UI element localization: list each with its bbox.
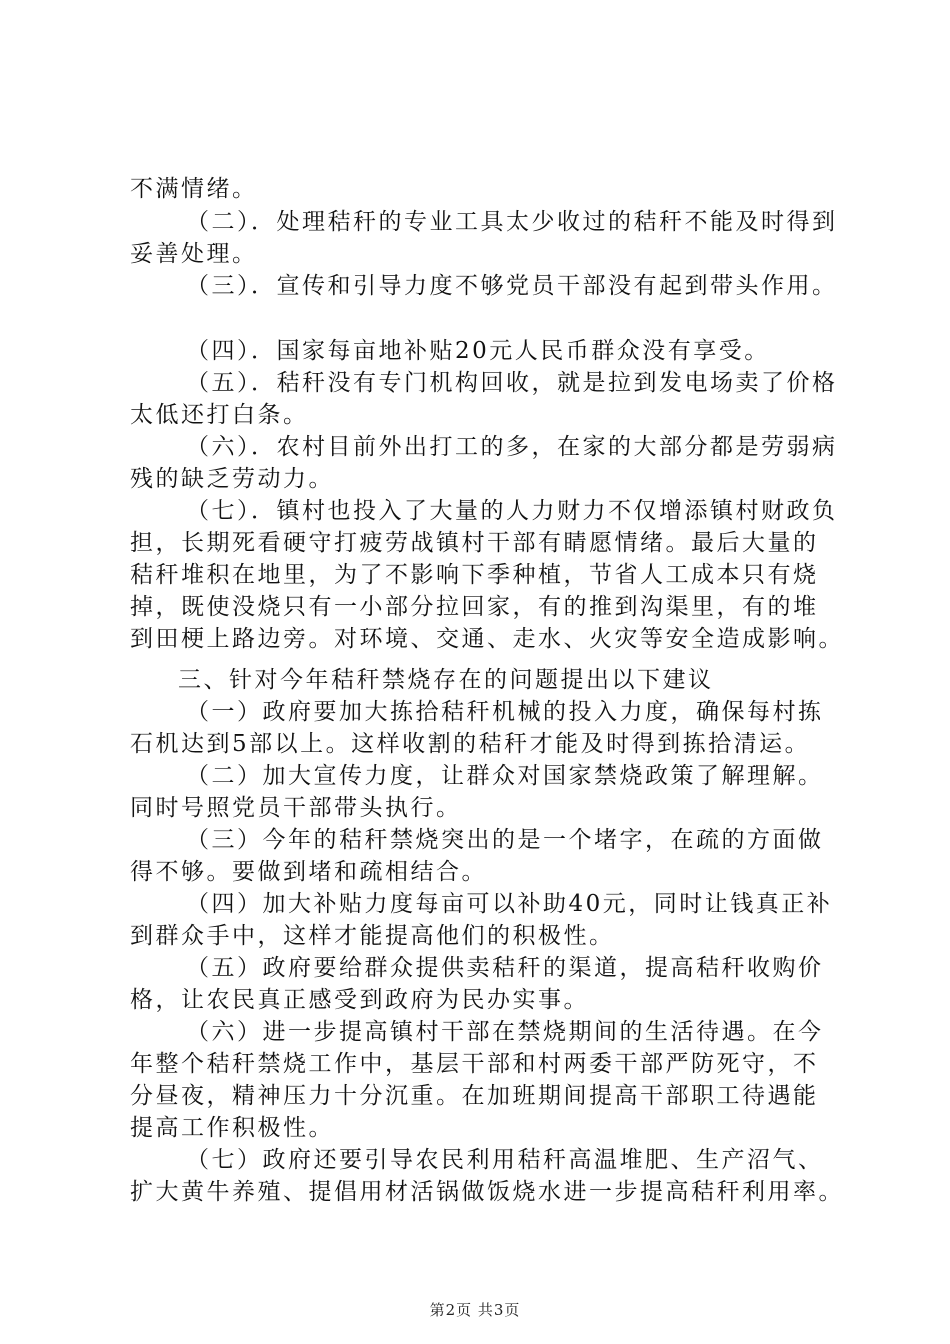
paragraph-line: （二）加大宣传力度，让群众对国家禁烧政策了解理解。 [186,763,824,789]
paragraph-line: （六）进一步提高镇村干部在禁烧期间的生活待遇。在今 [186,1019,824,1045]
section-heading: 三、针对今年秸秆禁烧存在的问题提出以下建议 [178,667,714,693]
paragraph-line: 得不够。要做到堵和疏相结合。 [130,859,487,885]
paragraph-line: 同时号照党员干部带头执行。 [130,795,462,821]
page-number-footer: 第2页 共3页 [429,1301,521,1319]
paragraph-line: 不满情绪。 [130,176,258,202]
paragraph-line: （四）．国家每亩地补贴20元人民币群众没有享受。 [186,338,770,364]
paragraph-line: 残的缺乏劳动力。 [130,466,334,492]
paragraph-line: 到群众手中，这样才能提高他们的积极性。 [130,923,615,949]
paragraph-line: 担，长期死看硬守打疲劳战镇村干部有睛愿情绪。最后大量的 [130,530,819,556]
paragraph-line: 年整个秸秆禁烧工作中，基层干部和村两委干部严防死守，不 [130,1051,819,1077]
paragraph-line: 秸秆堆积在地里，为了不影响下季种植，节省人工成本只有烧 [130,562,819,588]
paragraph-line: 分昼夜，精神压力十分沉重。在加班期间提高干部职工待遇能 [130,1083,819,1109]
paragraph-line: 扩大黄牛养殖、提倡用材活锅做饭烧水进一步提高秸秆利用率。 [130,1179,844,1205]
paragraph-line: 格，让农民真正感受到政府为民办实事。 [130,987,589,1013]
paragraph-line: （一）政府要加大拣拾秸秆机械的投入力度，确保每村拣 [186,699,824,725]
paragraph-line: （七）政府还要引导农民利用秸秆高温堆肥、生产沼气、 [186,1147,824,1173]
paragraph-line: （三）今年的秸秆禁烧突出的是一个堵字，在疏的方面做 [186,827,824,853]
paragraph-line: （六）．农村目前外出打工的多，在家的大部分都是劳弱病 [186,434,838,460]
paragraph-line: （五）政府要给群众提供卖秸秆的渠道，提高秸秆收购价 [186,955,824,981]
paragraph-line: 掉，既使没烧只有一小部分拉回家，有的推到沟渠里，有的堆 [130,594,819,620]
paragraph-line: 妥善处理。 [130,241,258,267]
paragraph-line: 到田梗上路边旁。对环境、交通、走水、火灾等安全造成影响。 [130,626,844,652]
paragraph-line: （二）．处理秸秆的专业工具太少收过的秸秆不能及时得到 [186,209,838,235]
paragraph-line: （三）．宣传和引导力度不够党员干部没有起到带头作用。 [186,273,838,299]
paragraph-line: 提高工作积极性。 [130,1115,334,1141]
paragraph-line: 石机达到5部以上。这样收割的秸秆才能及时得到拣拾清运。 [130,731,811,757]
paragraph-line: （五）．秸秆没有专门机构回收，就是拉到发电场卖了价格 [186,370,838,396]
paragraph-line: （七）．镇村也投入了大量的人力财力不仅增添镇村财政负 [186,498,838,524]
paragraph-line: 太低还打白条。 [130,402,309,428]
paragraph-line: （四）加大补贴力度每亩可以补助40元，同时让钱真正补 [186,891,833,917]
